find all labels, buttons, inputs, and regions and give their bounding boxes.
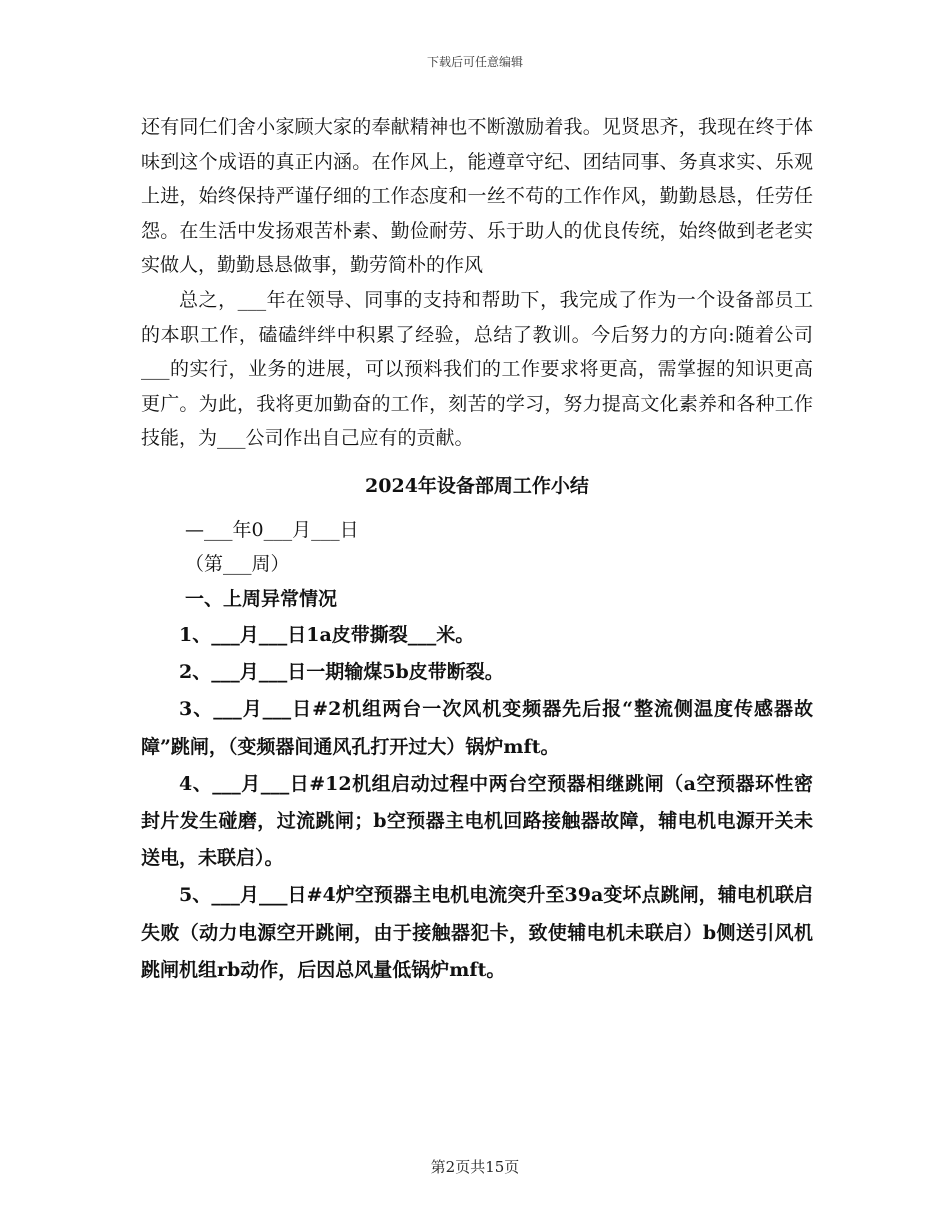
paragraph-2: 总之，___年在领导、同事的支持和帮助下，我完成了作为一个设备部员工的本职工作，磕磕绊绊中积累了经验，总结了教训。今后努力的方向:随着公司___的实行，业务的进展，可以预料我们的工作要求将更高，需掌握的知识更高更广。为此，我将更加勤奋的工作，刻苦的学习，努力提高文化素养和各种工作技能，为___公司作出自己应有的贡献。	[141, 288, 813, 450]
page-header: 下载后可任意编辑	[426, 55, 523, 69]
list-item: 3、___月___日#2机组两台一次风机变频器先后报“整流侧温度传感器故障”跳闸，（变频器间通风孔打开过大）锅炉mft。	[141, 698, 813, 758]
section-heading-abnormal: 一、上周异常情况	[185, 587, 338, 610]
week-line: （第___周）	[185, 552, 290, 575]
section-title: 2024年设备部周工作小结	[365, 474, 589, 497]
date-line: —___年0___月___日	[185, 518, 359, 541]
list-item: 2、___月___日一期输煤5b皮带断裂。	[179, 661, 504, 684]
list-item: 1、___月___日1a皮带撕裂___米。	[179, 623, 475, 646]
document-body	[141, 110, 813, 989]
list-item: 5、___月___日#4炉空预器主电机电流突升至39a变坏点跳闸，辅电机联启失败（动力电源空开跳闸，由于接触器犯卡，致使辅电机未联启）b侧送引风机跳闸机组rb动作，后因总风量低锅炉mft。	[141, 884, 813, 981]
page-footer: 第2页共15页	[430, 1158, 520, 1176]
paragraph-1: 还有同仁们舍小家顾大家的奉献精神也不断激励着我。见贤思齐，我现在终于体味到这个成语的真正内涵。在作风上，能遵章守纪、团结同事、务真求实、乐观上进，始终保持严谨仔细的工作态度和一丝不苟的工作作风，勤勤恳恳，任劳任怨。在生活中发扬艰苦朴素、勤俭耐劳、乐于助人的优良传统，始终做到老老实实做人，勤勤恳恳做事，勤劳简朴的作风	[141, 116, 813, 277]
list-item: 4、___月___日#12机组启动过程中两台空预器相继跳闸（a空预器环性密封片发生碰磨，过流跳闸；b空预器主电机回路接触器故障，辅电机电源开关未送电，未联启）。	[141, 772, 813, 870]
